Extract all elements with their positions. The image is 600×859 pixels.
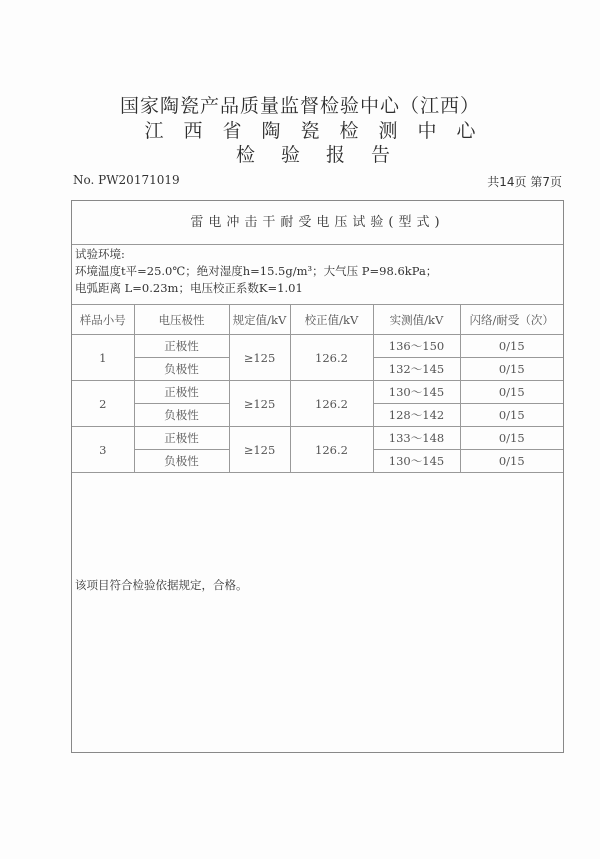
polarity: 负极性	[134, 404, 229, 427]
report-box	[71, 200, 564, 753]
measured-value: 130～145	[373, 450, 460, 473]
flashover-result: 0/15	[460, 358, 563, 381]
flashover-result: 0/15	[460, 381, 563, 404]
conclusion: 该项目符合检验依据规定，合格。	[75, 578, 248, 592]
sample-no: 2	[72, 381, 134, 427]
measured-value: 130～145	[373, 381, 460, 404]
sample-no: 3	[72, 427, 134, 473]
flashover-result: 0/15	[460, 335, 563, 358]
report-number: No. PW20171019	[73, 173, 180, 187]
column-header: 电压极性	[134, 305, 229, 335]
page-info: 共14页 第7页	[487, 175, 562, 189]
column-header: 校正值/kV	[290, 305, 373, 335]
test-title: 雷电冲击干耐受电压试验(型式)	[72, 201, 563, 245]
specified-value: ≥125	[229, 381, 290, 427]
table-row	[72, 381, 563, 404]
corrected-value: 126.2	[290, 381, 373, 427]
column-header: 实测值/kV	[373, 305, 460, 335]
corrected-value: 126.2	[290, 335, 373, 381]
sample-no: 1	[72, 335, 134, 381]
polarity: 负极性	[134, 358, 229, 381]
measured-value: 132～145	[373, 358, 460, 381]
column-header: 闪络/耐受（次）	[460, 305, 563, 335]
environment-label: 试验环境:	[75, 247, 125, 261]
corrected-value: 126.2	[290, 427, 373, 473]
specified-value: ≥125	[229, 427, 290, 473]
environment-line-2: 电弧距离 L=0.23m；电压校正系数K=1.01	[75, 281, 303, 295]
polarity: 负极性	[134, 450, 229, 473]
table-row	[72, 335, 563, 358]
column-header: 规定值/kV	[229, 305, 290, 335]
measured-value: 136～150	[373, 335, 460, 358]
column-header: 样品小号	[72, 305, 134, 335]
measured-value: 133～148	[373, 427, 460, 450]
environment	[75, 246, 437, 297]
results-table	[72, 304, 563, 473]
environment-line-1: 环境温度t平=25.0℃；绝对湿度h=15.5g/m³；大气压 P=98.6kPa；	[75, 264, 438, 278]
polarity: 正极性	[134, 335, 229, 358]
flashover-result: 0/15	[460, 404, 563, 427]
specified-value: ≥125	[229, 335, 290, 381]
header-line-1: 国家陶瓷产品质量监督检验中心（江西）	[119, 95, 480, 117]
header-line-3: 检验报告	[235, 144, 416, 166]
header-line-2: 江西省陶瓷检测中心	[144, 120, 496, 142]
table-row	[72, 427, 563, 450]
polarity: 正极性	[134, 427, 229, 450]
flashover-result: 0/15	[460, 450, 563, 473]
table-header-row	[72, 305, 563, 335]
polarity: 正极性	[134, 381, 229, 404]
measured-value: 128～142	[373, 404, 460, 427]
flashover-result: 0/15	[460, 427, 563, 450]
